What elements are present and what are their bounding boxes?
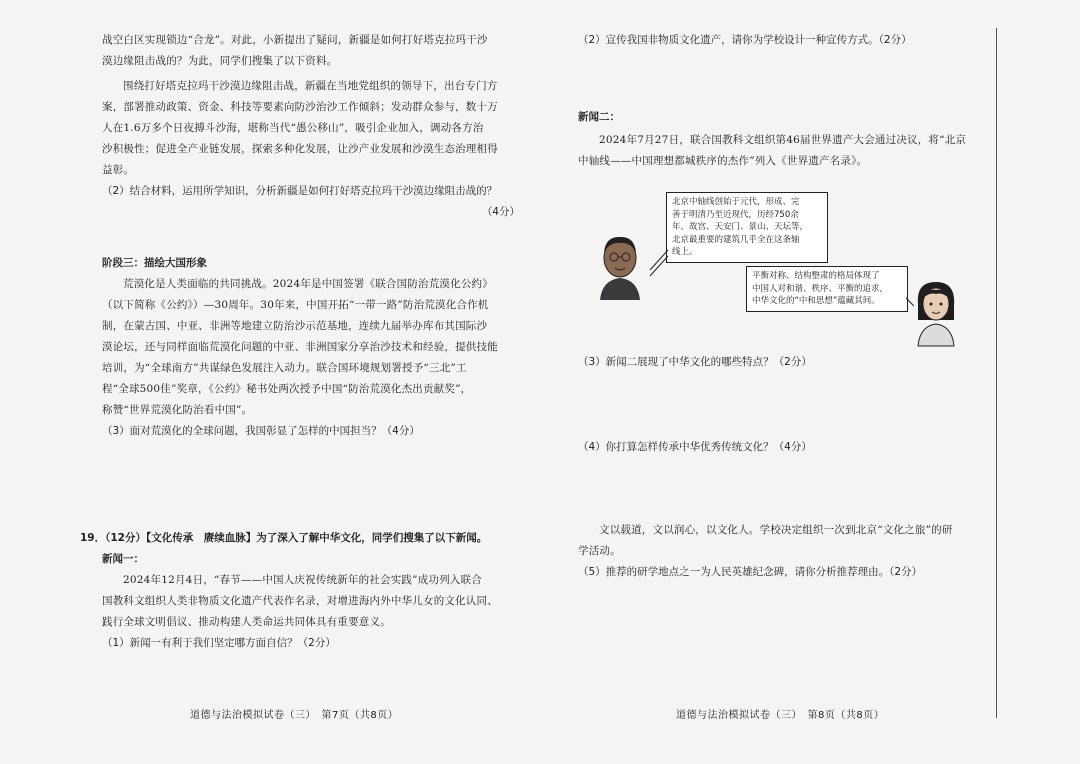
question-19-header: 19．（12分）【文化传承 赓续血脉】为了深入了解中华文化，同学们搜集了以下新闻。 (80, 532, 488, 544)
study-trip-block (578, 520, 990, 583)
paragraph-line: 人在1.6万多个日夜搏斗沙海，堪称当代“愚公移山”，吸引企业加入，调动各方治 (102, 122, 484, 134)
left-page (102, 30, 520, 442)
page-8-footer: 道德与法治模拟试卷（三） 第8页（共8页） (676, 710, 885, 721)
bubble-line: 善于明清乃至近现代，历经750余 (672, 209, 799, 220)
bubble-line: 中国人对和谐、秩序、平衡的追求， (752, 283, 889, 294)
right-questions-block (578, 352, 990, 458)
paragraph-line: 培训，为“全球南方”共谋绿色发展注入动力。联合国环境规划署授予“三北”工 (102, 362, 467, 374)
bubble-line: 平衡对称、结构整肃的格局体现了 (752, 271, 880, 281)
paragraph-line: 学活动。 (578, 545, 621, 557)
news-2-title: 新闻二： (578, 111, 620, 123)
question-19-4: （4）你打算怎样传承中华优秀传统文化？（4分） (578, 441, 812, 453)
paragraph-line: 荒漠化是人类面临的共同挑战。2024年是中国签署《联合国防治荒漠化公约》 (123, 278, 493, 290)
paragraph-line: 漠边缘阻击战的？为此，同学们搜集了以下资料。 (102, 55, 338, 67)
paragraph-line: 2024年7月27日，联合国教科文组织第46届世界遗产大会通过决议，将“北京 (599, 134, 967, 146)
paragraph-line: 程“全球500佳”奖章，《公约》秘书处两次授予中国“防治荒漠化杰出贡献奖”， (102, 383, 472, 395)
paragraph-line: 案，部署推动政策、资金、科技等要素向防沙治沙工作倾斜；发动群众参与，数十万 (102, 101, 498, 113)
speech-bubble-2 (746, 266, 908, 312)
page-7-footer: 道德与法治模拟试卷（三） 第7页（共8页） (190, 710, 399, 721)
bubble-line: 中华文化的“中和思想”蕴藏其间。 (752, 296, 880, 306)
paragraph-line: 国教科文组织人类非物质文化遗产代表作名录，对增进海内外中华儿女的文化认同、 (102, 595, 498, 607)
male-student-illustration (590, 230, 680, 305)
bubble-line: 北京最重要的建筑几乎全在这条轴 (672, 234, 800, 245)
paragraph-line: 称赞“世界荒漠化防治看中国”。 (102, 404, 253, 416)
question-19-2: （2）宣传我国非物质文化遗产，请你为学校设计一种宣传方式。（2分） (578, 34, 912, 46)
question-19-5: （5）推荐的研学地点之一为人民英雄纪念碑，请你分析推荐理由。（2分） (578, 566, 923, 578)
paragraph-line: 围绕打好塔克拉玛干沙漠边缘阻击战，新疆在当地党组织的领导下，出台专门方 (123, 80, 498, 92)
paragraph-line: 中轴线——中国理想都城秩序的杰作”列入《世界遗产名录》。 (578, 155, 868, 167)
bubble-line: 年。故宫、天安门、景山、天坛等， (672, 222, 809, 232)
paragraph-line: 2024年12月4日，“春节——中国人庆祝传统新年的社会实践”成功列入联合 (123, 574, 482, 586)
question-19 (80, 528, 520, 654)
right-page (578, 30, 990, 172)
paragraph-line: 战空白区实现锁边“合龙”。对此，小新提出了疑问，新疆是如何打好塔克拉玛干沙 (102, 34, 488, 46)
paragraph-line: 制，在蒙古国、中亚、非洲等地建立防治沙示范基地，连续九届举办库布其国际沙 (102, 320, 488, 332)
paragraph-line: （以下简称《公约》）—30周年。30年来，中国开拓“一带一路”防治荒漠化合作机 (102, 299, 489, 311)
question-19-3: （3）新闻二展现了中华文化的哪些特点？（2分） (578, 356, 812, 368)
female-student-illustration (906, 276, 966, 348)
paragraph-line: 漠论坛，还与同样面临荒漠化问题的中亚、非洲国家分享治沙技术和经验，提供技能 (102, 341, 498, 353)
paragraph-line: 沙积极性；促进全产业链发展，探索多种化发展，让沙产业发展和沙漠生态治理相得 (102, 143, 498, 155)
bubble-line: 北京中轴线创始于元代，形成、完 (672, 197, 800, 207)
speech-bubble-1 (666, 192, 828, 263)
question-3: （3）面对荒漠化的全球问题，我国彰显了怎样的中国担当？（4分） (102, 425, 420, 437)
bubble-line: 线上。 (672, 247, 698, 257)
question-19-1: （1）新闻一有利于我们坚定哪方面自信？（2分） (102, 637, 336, 649)
question-2: （2）结合材料，运用所学知识，分析新疆是如何打好塔克拉玛干沙漠边缘阻击战的？ (102, 185, 498, 197)
stage-3-title: 阶段三：描绘大国形象 (102, 257, 207, 269)
paragraph-line: 益彰。 (102, 164, 135, 176)
question-2-score: （4分） (481, 206, 520, 218)
paragraph-line: 文以载道，文以润心，以文化人。学校决定组织一次到北京“文化之旅”的研 (599, 524, 953, 536)
paragraph-line: 践行全球文明倡议、推动构建人类命运共同体具有重要意义。 (102, 616, 391, 628)
page-divider (996, 28, 997, 718)
news-1-title: 新闻一： (102, 553, 144, 565)
